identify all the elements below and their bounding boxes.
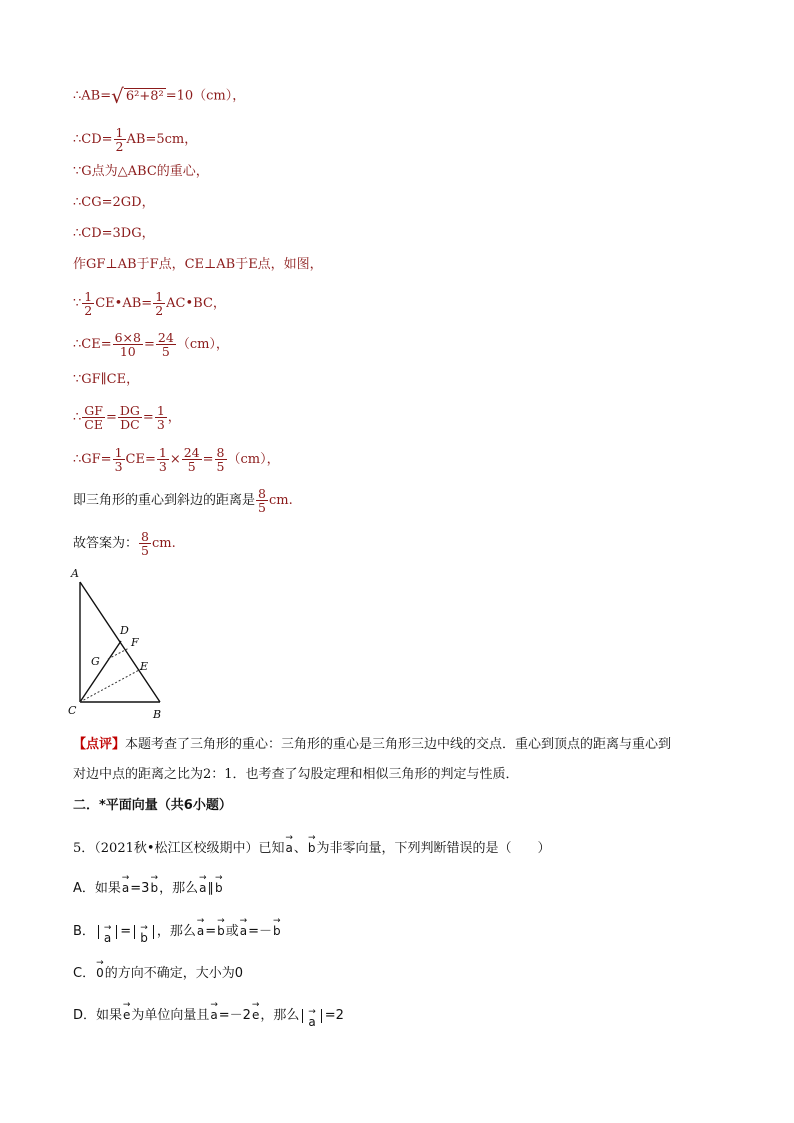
text: ，那么 [260,1008,300,1023]
vector-b: → b [273,917,281,939]
denominator: 10 [119,344,136,359]
numerator: GF [82,404,105,418]
text: ∴CE= [73,337,112,352]
solution-line-13 [73,530,176,557]
numerator: 8 [141,529,149,544]
numerator: 1 [156,403,165,418]
vector-a: → a [308,1009,315,1029]
text: A．如果 [73,881,121,896]
fraction [157,446,169,473]
text: 为非零向量，下列判断错误的是（ ） [316,841,551,856]
solution-line-4: ∴CG=2GD， [73,195,155,210]
text: =10（cm）， [165,88,246,104]
text: = [105,410,117,425]
fraction [153,290,165,317]
text: = [142,410,154,425]
text: =3 [130,881,150,896]
text: ∴ [73,410,82,425]
vector-e: → e [252,1001,259,1023]
numerator: 24 [183,445,200,460]
fraction [118,404,142,431]
text: cm. [151,536,176,551]
absolute-value [134,925,154,945]
vector-e: → e [123,1001,130,1023]
sqrt-expression: √ 6²+8² [111,84,164,108]
denominator: 5 [216,459,225,474]
solution-line-10 [73,404,181,431]
solution-line-12 [73,487,293,514]
solution-line-9: ∵GF∥CE， [73,372,140,387]
vector-b: → b [308,834,316,856]
text: × [169,452,181,467]
fraction [256,487,268,514]
denominator: 5 [141,543,149,558]
text: = [120,924,132,939]
numerator: 1 [84,289,93,304]
text: CE•AB= [95,296,153,311]
label-e: E [140,660,149,673]
label-c: C [68,704,77,717]
segment-gf [108,648,129,659]
solution-line-8 [73,331,229,358]
vector-b: → b [215,874,223,896]
fraction [113,331,143,358]
vector-a: → a [286,834,293,856]
option-a[interactable] [73,874,224,897]
text: =2 [324,1008,344,1023]
text: = [144,337,155,352]
fraction [156,331,176,358]
label-d: D [120,624,129,637]
text: AB=5cm， [126,132,198,147]
fraction [182,446,202,473]
denominator: CE [84,417,103,432]
absolute-value [98,925,117,945]
option-c[interactable] [73,959,243,982]
numerator: 8 [258,486,266,501]
text: 故答案为： [73,536,139,551]
option-b[interactable] [73,917,282,945]
label-f: F [131,636,139,649]
vector-a: → a [240,917,247,939]
numerator: DG [119,403,140,418]
denominator: 5 [161,344,170,359]
text: 或 [225,924,239,939]
text: 5．（2021秋•松江区校级期中）已知 [73,841,285,856]
numerator: 1 [158,445,167,460]
text: （cm）， [176,337,229,352]
question-stem [73,834,551,857]
text: ，那么 [156,924,196,939]
fraction [113,446,125,473]
solution-line-3: ∵G点为△ABC的重心， [73,164,209,179]
text: ∴CD= [73,132,113,147]
option-d[interactable] [73,1001,344,1029]
denominator: 5 [258,500,266,515]
fraction [82,404,105,431]
vector-a: → a [210,1001,217,1023]
label-a: A [71,567,79,580]
radicand: 6²+8² [125,88,164,104]
denominator: 3 [114,459,123,474]
vector-a: → a [104,925,111,945]
text: ，那么 [159,881,199,896]
numerator: 6×8 [114,330,141,345]
vector-b: → b [140,925,148,945]
numerator: 1 [155,289,164,304]
text: 的方向不确定，大小为0 [104,966,243,981]
text: ∴GF= [73,452,112,467]
text: = [205,924,217,939]
text: 、 [293,841,307,856]
zero-vector: → 0 [96,959,104,981]
text: = [202,452,214,467]
text: B． [73,924,95,939]
denominator: 3 [158,459,167,474]
triangle-figure [66,562,176,722]
denominator: 5 [187,459,196,474]
numerator: 1 [115,125,124,140]
solution-line-7 [73,290,226,317]
denominator: 2 [84,303,93,318]
comment-text: 本题考查了三角形的重心：三角形的重心是三角形三边中线的交点．重心到顶点的距离与重心到 [125,737,672,752]
section-title: 二．*平面向量（共6小题） [73,798,232,813]
vector-a: → a [197,917,204,939]
comment-line-1 [73,737,671,753]
vector-b: → b [217,917,225,939]
text: ， [167,410,181,425]
solution-line-5: ∴CD=3DG， [73,226,155,241]
text: =－ [248,924,272,939]
label-b: B [153,708,162,721]
solution-line-1 [73,86,245,106]
median-cd [80,641,121,702]
comment-line-2: 对边中点的距离之比为2：1．也考查了勾股定理和相似三角形的判定与性质． [73,767,519,782]
text: =－2 [218,1008,251,1023]
fraction [82,290,94,317]
denominator: DC [120,417,140,432]
denominator: 2 [155,303,164,318]
text: ∵ [73,296,82,311]
text: 即三角形的重心到斜边的距离是 [73,493,256,508]
text: CE= [125,452,156,467]
vector-a: → a [199,874,206,896]
text: D．如果 [73,1008,123,1023]
solution-line-11 [73,446,280,473]
text: （cm）， [227,452,280,467]
text: ∥ [207,881,214,896]
comment-tag: 【点评】 [73,737,126,752]
numerator: 8 [216,445,225,460]
text: 为单位向量且 [131,1008,210,1023]
absolute-value [302,1009,321,1029]
text: AC•BC， [166,296,226,311]
solution-line-6: 作GF⊥AB于F点，CE⊥AB于E点，如图， [73,257,323,272]
numerator: 1 [114,445,123,460]
fraction [139,530,151,557]
text: ∴AB= [73,88,112,104]
segment-ce [80,669,141,702]
fraction [155,404,167,431]
vector-a: → a [122,874,129,896]
label-g: G [91,655,100,668]
numerator: 24 [157,330,174,345]
text: C． [73,966,96,981]
solution-line-2 [73,126,197,153]
fraction [114,126,126,153]
vector-b: → b [150,874,158,896]
fraction [215,446,227,473]
text: cm. [268,493,293,508]
denominator: 3 [156,417,165,432]
denominator: 2 [115,139,124,154]
